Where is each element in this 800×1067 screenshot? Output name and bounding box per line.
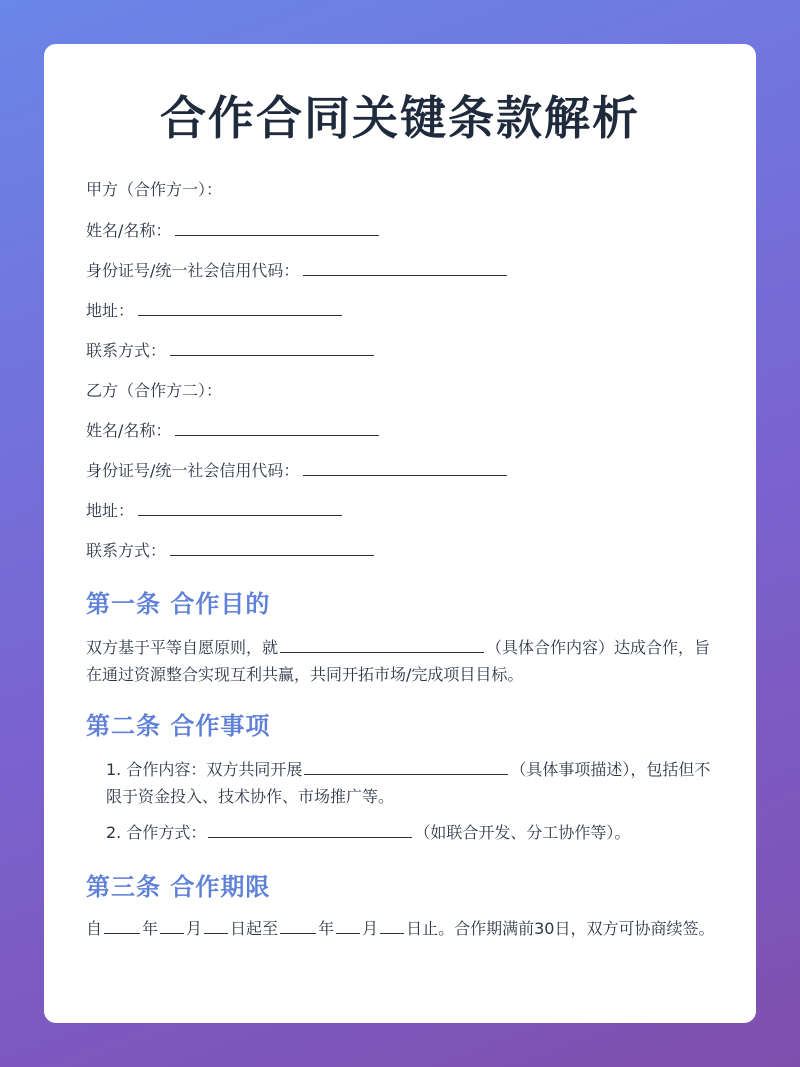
article-2-item-2-after: （如联合开发、分工协作等）。 xyxy=(414,823,631,842)
end-year-field[interactable] xyxy=(280,932,316,934)
term-day-end-text: 日止。合作期满前30日，双方可协商续签。 xyxy=(406,919,715,938)
party-b-header: 乙方（合作方二）： xyxy=(86,381,223,400)
party-a-contact-label: 联系方式： xyxy=(86,341,167,360)
party-a-address-field[interactable] xyxy=(138,314,342,316)
party-a-id-label: 身份证号/统一社会信用代码： xyxy=(86,261,300,280)
party-a-id-field[interactable] xyxy=(303,274,507,276)
page-title: 合作合同关键条款解析 xyxy=(160,91,640,145)
term-month-text: 月 xyxy=(186,919,203,938)
party-b-name-field[interactable] xyxy=(175,434,379,436)
article-2-item-1 xyxy=(106,756,718,810)
cooperation-matter-field[interactable] xyxy=(304,773,508,775)
party-a-name-row xyxy=(86,219,379,243)
start-year-field[interactable] xyxy=(104,932,140,934)
article-2-item-1-before: 1. 合作内容：双方共同开展 xyxy=(106,760,303,779)
start-month-field[interactable] xyxy=(160,932,184,934)
article-1-heading: 第一条 合作目的 xyxy=(86,590,271,618)
party-b-name-row xyxy=(86,419,379,443)
term-month2-text: 月 xyxy=(362,919,379,938)
term-from-text: 自 xyxy=(86,919,103,938)
cooperation-content-field[interactable] xyxy=(280,651,484,653)
party-a-contact-field[interactable] xyxy=(170,354,374,356)
party-a-name-label: 姓名/名称： xyxy=(86,221,172,240)
article-2-item-1-after: （具体事项描述），包括但不限于资金投入、技术协作、市场推广等。 xyxy=(106,760,711,806)
article-3-heading: 第三条 合作期限 xyxy=(86,873,271,901)
party-a-name-field[interactable] xyxy=(175,234,379,236)
party-b-address-field[interactable] xyxy=(138,514,342,516)
article-2-item-2-before: 2. 合作方式： xyxy=(106,823,207,842)
party-a-id-row xyxy=(86,259,507,283)
term-year-text: 年 xyxy=(142,919,159,938)
start-day-field[interactable] xyxy=(204,932,228,934)
article-1-text-before: 双方基于平等自愿原则，就 xyxy=(86,638,279,657)
party-b-address-row xyxy=(86,499,342,523)
cooperation-method-field[interactable] xyxy=(208,836,412,838)
party-a-contact-row xyxy=(86,339,374,363)
end-day-field[interactable] xyxy=(380,932,404,934)
party-b-address-label: 地址： xyxy=(86,501,135,520)
party-a-address-row xyxy=(86,299,342,323)
party-a-address-label: 地址： xyxy=(86,301,135,320)
party-a-header: 甲方（合作方一）： xyxy=(86,180,223,199)
article-2-heading: 第二条 合作事项 xyxy=(86,712,271,740)
party-b-id-label: 身份证号/统一社会信用代码： xyxy=(86,461,300,480)
article-2-item-2 xyxy=(106,819,718,846)
term-day-start-text: 日起至 xyxy=(230,919,279,938)
party-b-id-row xyxy=(86,459,507,483)
party-b-contact-row xyxy=(86,539,374,563)
article-1-text xyxy=(86,634,718,688)
party-b-contact-field[interactable] xyxy=(170,554,374,556)
end-month-field[interactable] xyxy=(336,932,360,934)
term-year2-text: 年 xyxy=(318,919,335,938)
party-b-name-label: 姓名/名称： xyxy=(86,421,172,440)
article-1-text-after: （具体合作内容）达成合作，旨在通过资源整合实现互利共赢，共同开拓市场/完成项目目标。 xyxy=(86,638,711,684)
article-3-text xyxy=(86,915,718,942)
party-b-id-field[interactable] xyxy=(303,474,507,476)
party-b-contact-label: 联系方式： xyxy=(86,541,167,560)
